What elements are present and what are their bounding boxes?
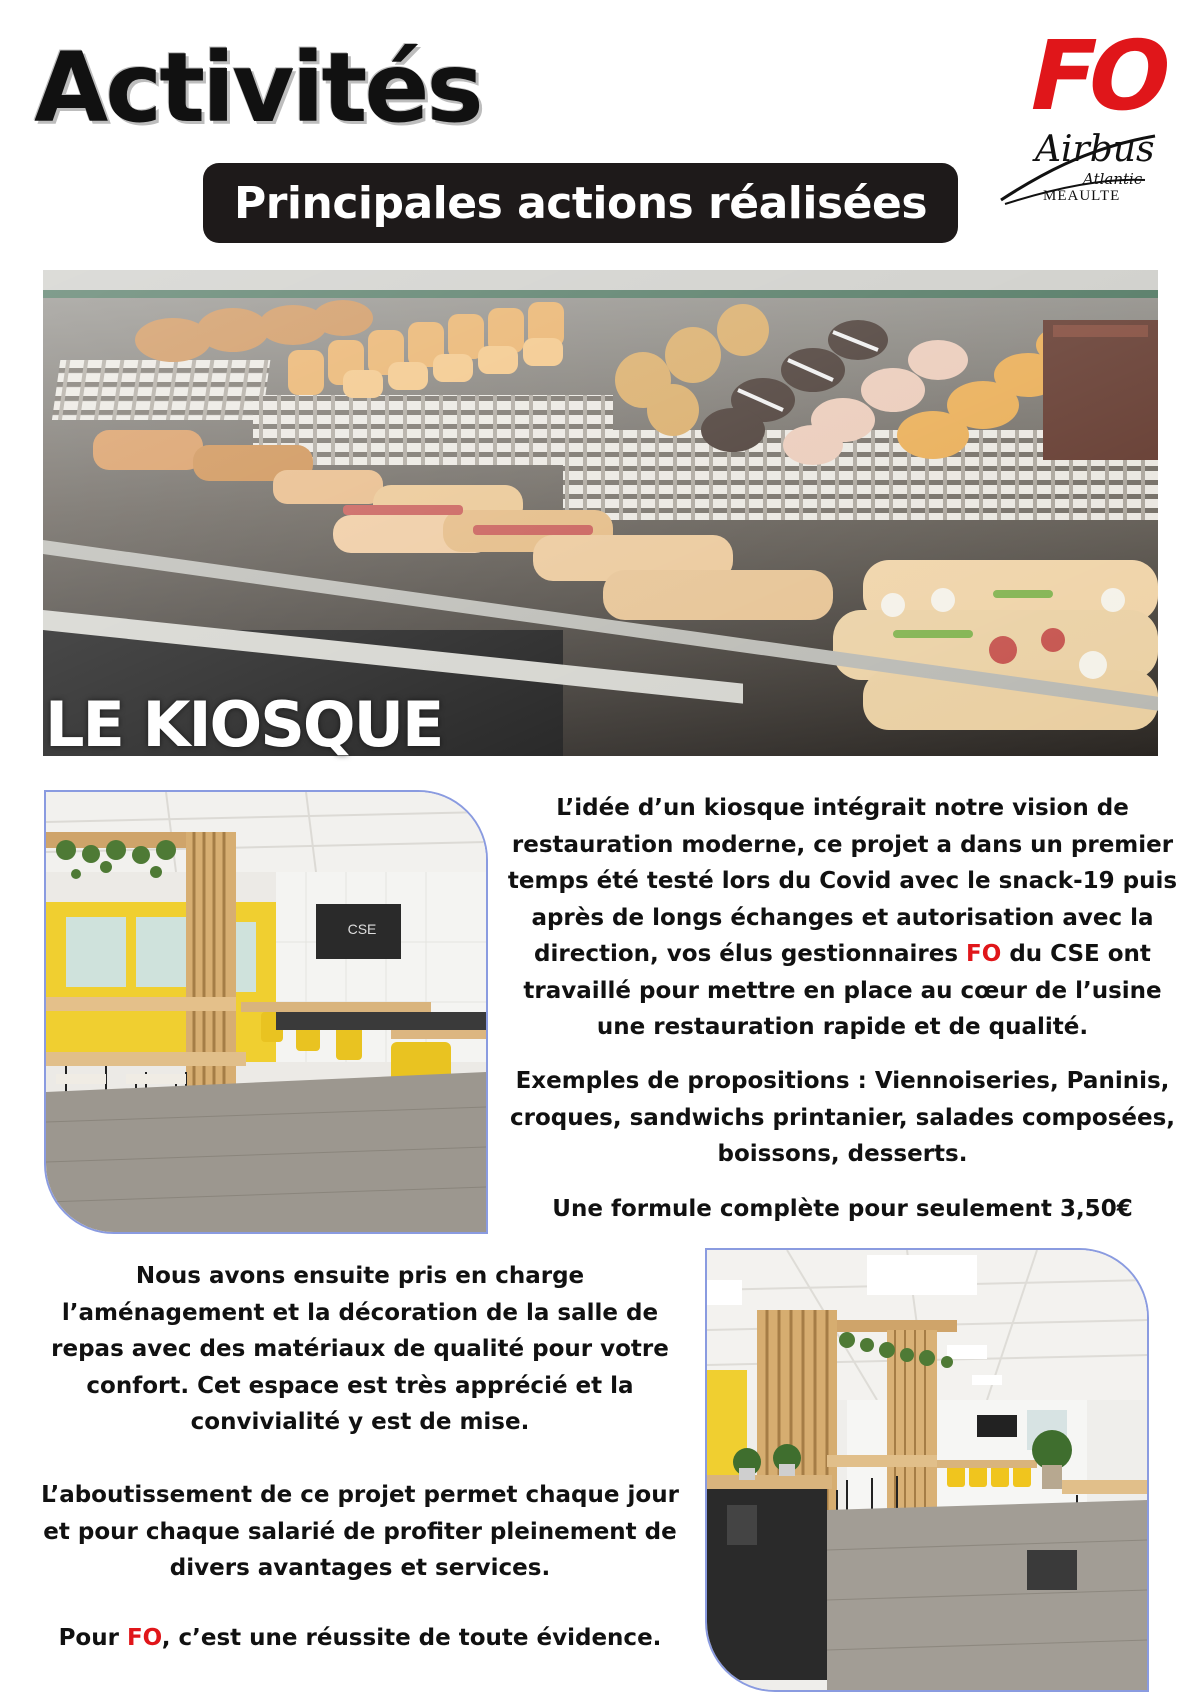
project-outcome-paragraph: L’aboutissement de ce projet permet chaque jour et pour chaque salarié de profiter pleinement de divers avantages et services. bbox=[41, 1482, 679, 1581]
fo-airbus-logo bbox=[995, 20, 1175, 208]
logo-fo-mark: FO bbox=[1019, 20, 1175, 132]
logo-meaulte-text: MEAULTE bbox=[1043, 188, 1121, 204]
kiosque-display-photo bbox=[43, 270, 1158, 756]
logo-atlantic-text: Atlantic bbox=[1083, 170, 1143, 188]
conclusion-paragraph bbox=[40, 1620, 680, 1657]
logo-airbus-text: Airbus bbox=[1035, 129, 1155, 170]
kiosque-label: LE KIOSQUE bbox=[45, 688, 443, 761]
kiosque-intro-paragraph bbox=[505, 790, 1180, 1046]
dining-room-illustration-1 bbox=[46, 792, 486, 1232]
conclusion-text-part-2: , c’est une réussite de toute évidence. bbox=[161, 1625, 662, 1651]
fo-highlight: FO bbox=[966, 941, 1002, 967]
page-title: Activités bbox=[34, 32, 481, 144]
fo-highlight-conclusion: FO bbox=[126, 1625, 162, 1651]
display-case-illustration bbox=[43, 270, 1158, 756]
subtitle-banner bbox=[203, 163, 958, 243]
dining-room-photo-1 bbox=[44, 790, 488, 1234]
cse-sign-text: CSE bbox=[347, 921, 377, 937]
dining-room-photo-2 bbox=[705, 1248, 1149, 1692]
price-formula-paragraph: Une formule complète pour seulement 3,50€ bbox=[552, 1196, 1133, 1222]
dining-room-illustration-2 bbox=[707, 1250, 1147, 1690]
conclusion-text-part-1: Pour bbox=[58, 1625, 127, 1651]
dining-room-paragraph: Nous avons ensuite pris en charge l’aménagement et la décoration de la salle de repas avec des matériaux de qualité pour votre confort. Cet espace est très apprécié et la convivialité y est de mise. bbox=[51, 1263, 669, 1435]
intro-text-part-2: du CSE ont travaillé pour mettre en place au cœur de l’usine une restauration rapide et de qualité. bbox=[523, 941, 1162, 1040]
intro-text-part-1: L’idée d’un kiosque intégrait notre vision de restauration moderne, ce projet a dans un premier temps été testé lors du Covid avec le snack-19 puis après de longs échanges et autorisation avec la direction, vos élus gestionnaires bbox=[507, 795, 1178, 967]
subtitle-text: Principales actions réalisées bbox=[233, 177, 928, 229]
menu-examples-paragraph: Exemples de propositions : Viennoiseries, Paninis, croques, sandwichs printanier, salades composées, boissons, desserts. bbox=[509, 1068, 1176, 1167]
